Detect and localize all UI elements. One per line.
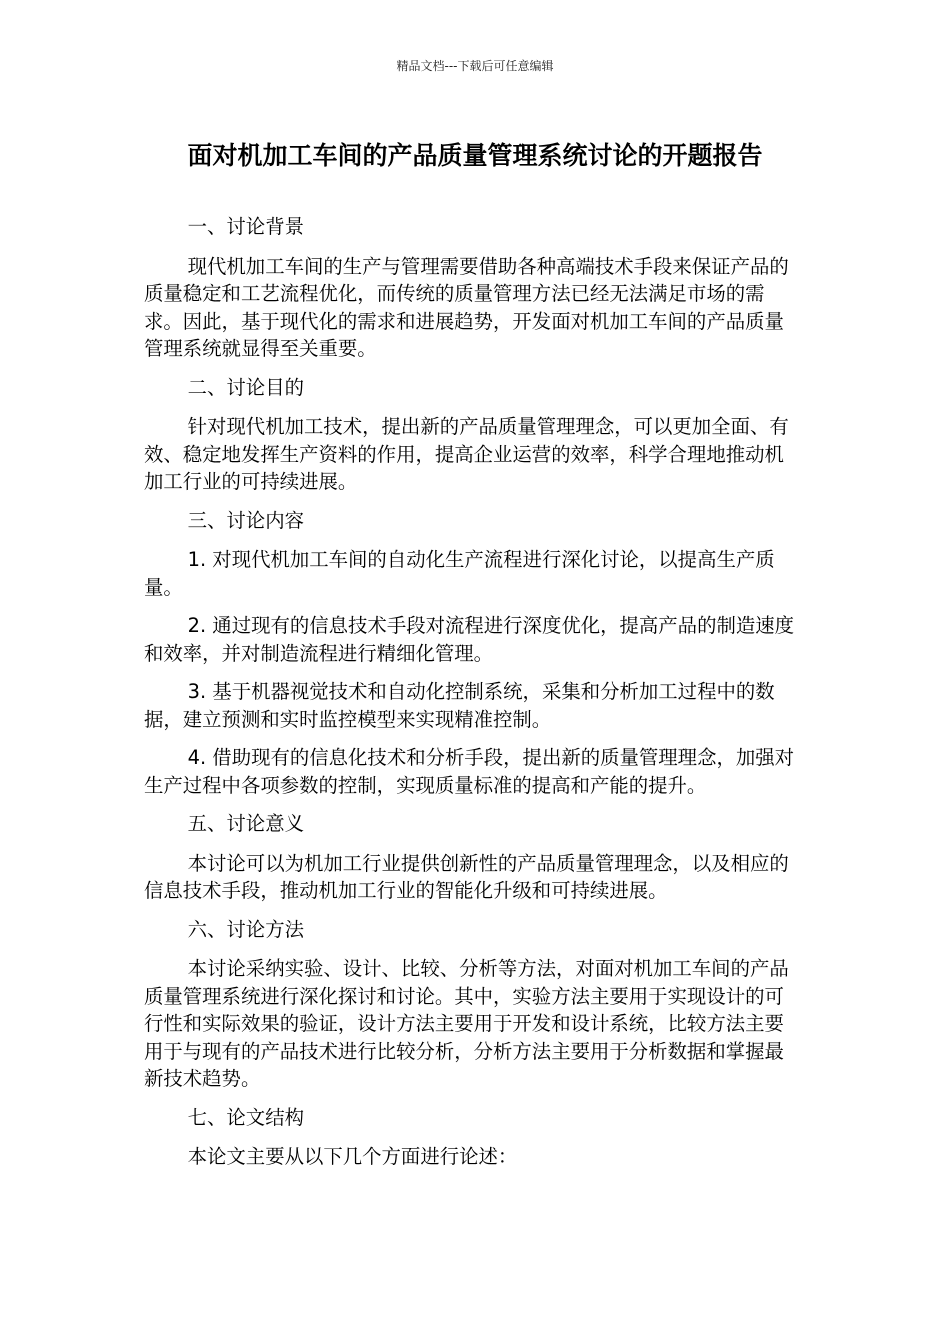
section-heading-significance: 五、讨论意义 xyxy=(187,812,304,835)
content-item-3: 3. 基于机器视觉技术和自动化控制系统，采集和分析加工过程中的数据，建立预测和实时监控模型来实现精准控制。 xyxy=(144,680,775,731)
paragraph-significance: 本讨论可以为机加工行业提供创新性的产品质量管理理念，以及相应的信息技术手段，推动机加工行业的智能化升级和可持续进展。 xyxy=(144,851,789,902)
paragraph-purpose: 针对现代机加工技术，提出新的产品质量管理理念，可以更加全面、有效、稳定地发挥生产资料的作用，提高企业运营的效率，科学合理地推动机加工行业的可持续进展。 xyxy=(144,415,789,493)
section-heading-background: 一、讨论背景 xyxy=(187,215,304,238)
content-item-2: 2. 通过现有的信息技术手段对流程进行深度优化，提高产品的制造速度和效率，并对制造流程进行精细化管理。 xyxy=(144,614,795,665)
paragraph-background: 现代机加工车间的生产与管理需要借助各种高端技术手段来保证产品的质量稳定和工艺流程优化，而传统的质量管理方法已经无法满足市场的需求。因此，基于现代化的需求和进展趋势，开发面对机加工车间的产品质量管理系统就显得至关重要。 xyxy=(144,254,789,360)
document-title: 面对机加工车间的产品质量管理系统讨论的开题报告 xyxy=(187,141,763,170)
section-heading-purpose: 二、讨论目的 xyxy=(187,375,304,399)
paragraph-structure: 本论文主要从以下几个方面进行论述： xyxy=(187,1145,518,1168)
document-body xyxy=(144,213,800,1182)
section-heading-structure: 七、论文结构 xyxy=(187,1105,304,1129)
section-heading-method: 六、讨论方法 xyxy=(187,917,304,941)
paragraph-method: 本讨论采纳实验、设计、比较、分析等方法，对面对机加工车间的产品质量管理系统进行深化探讨和讨论。其中，实验方法主要用于实现设计的可行性和实际效果的验证，设计方法主要用于开发和设计系统，比较方法主要用于与现有的产品技术进行比较分析，分析方法主要用于分析数据和掌握最新技术趋势。 xyxy=(144,957,789,1090)
section-heading-content: 三、讨论内容 xyxy=(187,508,304,532)
content-item-1: 1. 对现代机加工车间的自动化生产流程进行深化讨论，以提高生产质量。 xyxy=(144,548,775,599)
header-note: 精品文档---下载后可任意编辑 xyxy=(396,59,554,73)
content-item-4: 4. 借助现有的信息化技术和分析手段，提出新的质量管理理念，加强对生产过程中各项参数的控制，实现质量标准的提高和产能的提升。 xyxy=(144,746,795,797)
